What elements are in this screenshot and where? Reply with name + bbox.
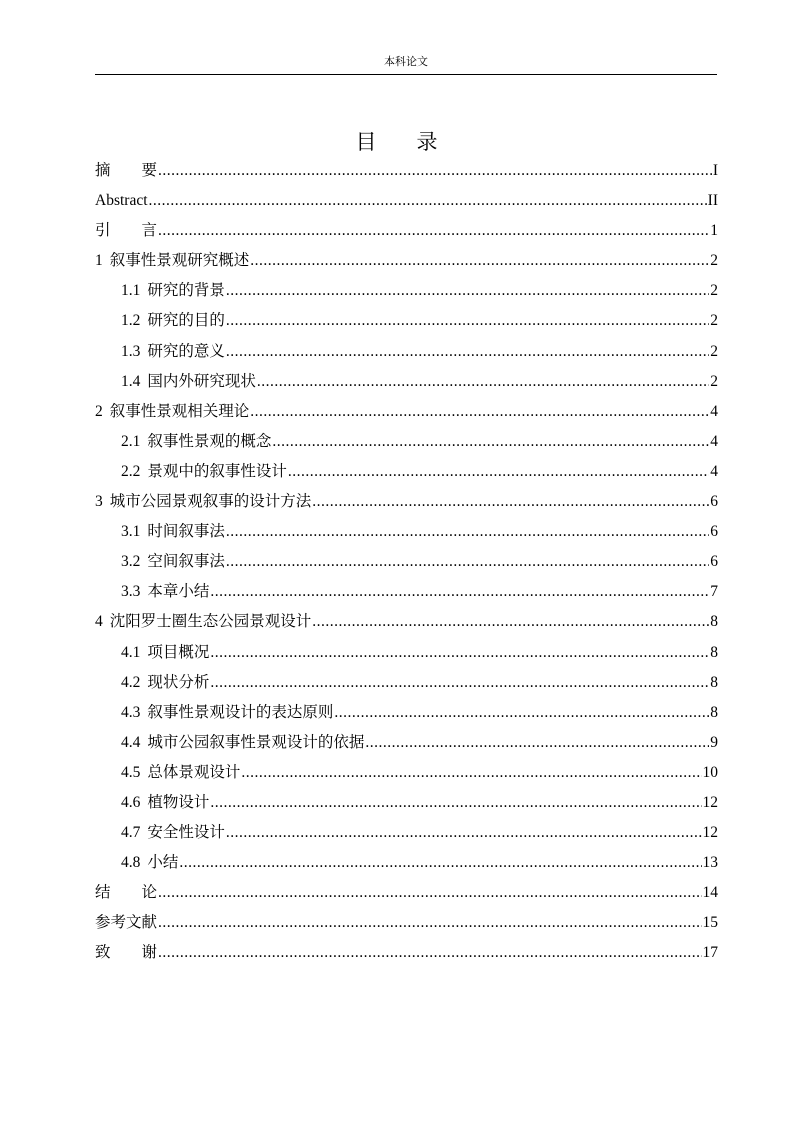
toc-entry-title: 本章小结: [147, 583, 210, 601]
toc-entry-page: 6: [710, 553, 718, 571]
toc-entry-number: 4.2: [121, 673, 141, 691]
toc-entry-title: 叙事性景观相关理论: [109, 402, 250, 420]
toc-entry-title: 安全性设计: [147, 824, 225, 842]
toc-entry-page: 8: [710, 643, 718, 661]
toc-entry-number: 4.1: [121, 643, 141, 661]
toc-entry-number: 1.4: [121, 372, 141, 390]
toc-entry-title: 空间叙事法: [147, 553, 225, 571]
toc-dot-leader: [312, 487, 709, 517]
toc-entry[interactable]: [95, 246, 718, 276]
toc-entry-page: 2: [710, 312, 718, 330]
toc-entry-number: 3: [95, 493, 103, 511]
toc-entry-title: 总体景观设计: [147, 763, 241, 781]
toc-entry-page: 8: [710, 703, 718, 721]
toc-entry-page: 7: [710, 583, 718, 601]
toc-entry[interactable]: [95, 818, 718, 848]
toc-entry-title: 研究的目的: [147, 312, 225, 330]
toc-entry-number: 4.8: [121, 854, 141, 872]
toc-entry-page: 2: [710, 372, 718, 390]
toc-entry-page: 2: [710, 282, 718, 300]
toc-entry-number: 4.3: [121, 703, 141, 721]
toc-entry-page: 17: [702, 944, 718, 962]
toc-dot-leader: [241, 758, 701, 788]
toc-dot-leader: [312, 607, 709, 637]
toc-entry-page: 4: [710, 432, 718, 450]
toc-entry-page: 8: [710, 673, 718, 691]
toc-dot-leader: [226, 818, 702, 848]
toc-dot-leader: [288, 457, 709, 487]
toc-entry-number: 3.3: [121, 583, 141, 601]
toc-dot-leader: [250, 397, 709, 427]
toc-dot-leader: [226, 337, 709, 367]
toc-entry-title: 研究的意义: [147, 342, 225, 360]
toc-entry[interactable]: [95, 276, 718, 306]
toc-entry[interactable]: [95, 517, 718, 547]
toc-entry-number: 1.1: [121, 282, 141, 300]
toc-entry-page: 12: [702, 824, 718, 842]
toc-entry-page: II: [707, 192, 718, 210]
toc-entry[interactable]: [95, 457, 718, 487]
toc-entry-number: 1: [95, 252, 103, 270]
toc-entry[interactable]: [95, 547, 718, 577]
toc-entry[interactable]: [95, 607, 718, 637]
toc-entry[interactable]: [95, 306, 718, 336]
toc-entry[interactable]: [95, 186, 718, 216]
toc-entry[interactable]: [95, 668, 718, 698]
page-header-text: 本科论文: [384, 56, 428, 68]
toc-entry[interactable]: [95, 908, 718, 938]
toc-dot-leader: [226, 517, 709, 547]
toc-entry-number: 4.5: [121, 763, 141, 781]
page-title-right: 录: [416, 130, 438, 154]
toc-entry-page: 6: [710, 523, 718, 541]
toc-dot-leader: [210, 577, 709, 607]
toc-entry-page: 9: [710, 733, 718, 751]
toc-entry-title: 城市公园景观叙事的设计方法: [109, 493, 312, 511]
toc-entry[interactable]: [95, 848, 718, 878]
toc-entry-page: 13: [702, 854, 718, 872]
toc-entry[interactable]: [95, 367, 718, 397]
toc-entry-title: 致 谢: [95, 944, 158, 962]
toc-dot-leader: [226, 547, 709, 577]
toc-entry-page: 8: [710, 613, 718, 631]
toc-dot-leader: [158, 938, 701, 968]
toc-entry[interactable]: [95, 638, 718, 668]
toc-entry[interactable]: [95, 487, 718, 517]
toc-entry-page: 15: [702, 914, 718, 932]
toc-entry[interactable]: [95, 337, 718, 367]
toc-entry-title: 摘 要: [95, 162, 158, 179]
page-title-left: 目: [355, 130, 377, 154]
toc-entry[interactable]: [95, 577, 718, 607]
toc-entry-title: 景观中的叙事性设计: [147, 462, 287, 480]
toc-entry-page: 6: [710, 493, 718, 511]
toc-entry-title: 叙事性景观设计的表达原则: [147, 703, 334, 721]
toc-entry-title: 引 言: [95, 222, 158, 240]
toc-entry-title: 项目概况: [147, 643, 210, 661]
page-header: [95, 55, 717, 75]
toc-entry-number: 3.1: [121, 523, 141, 541]
toc-entry-page: 4: [710, 402, 718, 420]
toc-dot-leader: [179, 848, 701, 878]
toc-entry-number: 4: [95, 613, 103, 631]
toc-dot-leader: [226, 306, 709, 336]
toc-entry[interactable]: [95, 728, 718, 758]
toc-entry-page: 2: [710, 252, 718, 270]
toc-entry-page: 4: [710, 462, 718, 480]
toc-entry-page: 14: [702, 884, 718, 902]
toc-entry-number: 3.2: [121, 553, 141, 571]
toc-entry-title: 植物设计: [147, 793, 210, 811]
toc-dot-leader: [250, 246, 709, 276]
toc-entry-number: 1.2: [121, 312, 141, 330]
toc-dot-leader: [334, 698, 709, 728]
toc-entry[interactable]: [95, 156, 718, 186]
toc-dot-leader: [158, 156, 712, 186]
toc-entry[interactable]: [95, 938, 718, 968]
toc-entry-number: 4.6: [121, 793, 141, 811]
toc-dot-leader: [226, 276, 709, 306]
toc-entry-number: 2.2: [121, 462, 141, 480]
toc-entry-page: 12: [702, 793, 718, 811]
toc-entry-number: 2.1: [121, 432, 141, 450]
toc-dot-leader: [158, 908, 701, 938]
toc-entry-page: 1: [710, 222, 718, 240]
toc-dot-leader: [158, 216, 709, 246]
toc-entry[interactable]: [95, 878, 718, 908]
toc-entry-title: 叙事性景观的概念: [147, 432, 272, 450]
toc-dot-leader: [149, 186, 707, 216]
toc-dot-leader: [365, 728, 709, 758]
toc-dot-leader: [272, 427, 709, 457]
toc-entry-title: 研究的背景: [147, 282, 225, 300]
toc-entry-title: 参考文献: [95, 914, 158, 932]
toc-entry-title: 城市公园叙事性景观设计的依据: [147, 733, 365, 751]
toc-entry[interactable]: [95, 397, 718, 427]
toc-entry-title: 结 论: [95, 884, 158, 902]
toc-entry-number: 1.3: [121, 342, 141, 360]
toc-entry-number: 4.4: [121, 733, 141, 751]
toc-dot-leader: [257, 367, 709, 397]
toc-entry-title: 沈阳罗士圈生态公园景观设计: [109, 613, 312, 631]
toc-entry-title: 叙事性景观研究概述: [109, 252, 250, 270]
toc-entry[interactable]: [95, 427, 718, 457]
toc-entry[interactable]: [95, 788, 718, 818]
table-of-contents: [95, 156, 718, 969]
page-title: [0, 126, 793, 156]
toc-dot-leader: [158, 878, 701, 908]
toc-entry-page: 2: [710, 342, 718, 360]
toc-entry-number: 2: [95, 402, 103, 420]
toc-entry-title: 小结: [147, 854, 179, 872]
toc-entry-title: Abstract: [95, 192, 148, 210]
toc-entry[interactable]: [95, 698, 718, 728]
toc-entry-number: 4.7: [121, 824, 141, 842]
toc-entry[interactable]: [95, 216, 718, 246]
toc-entry-title: 现状分析: [147, 673, 210, 691]
toc-entry-title: 国内外研究现状: [147, 372, 256, 390]
toc-dot-leader: [210, 638, 709, 668]
toc-entry[interactable]: [95, 758, 718, 788]
toc-dot-leader: [210, 668, 709, 698]
toc-dot-leader: [210, 788, 701, 818]
toc-entry-page: 10: [702, 763, 718, 781]
toc-entry-title: 时间叙事法: [147, 523, 225, 541]
toc-entry-page: I: [712, 162, 718, 179]
